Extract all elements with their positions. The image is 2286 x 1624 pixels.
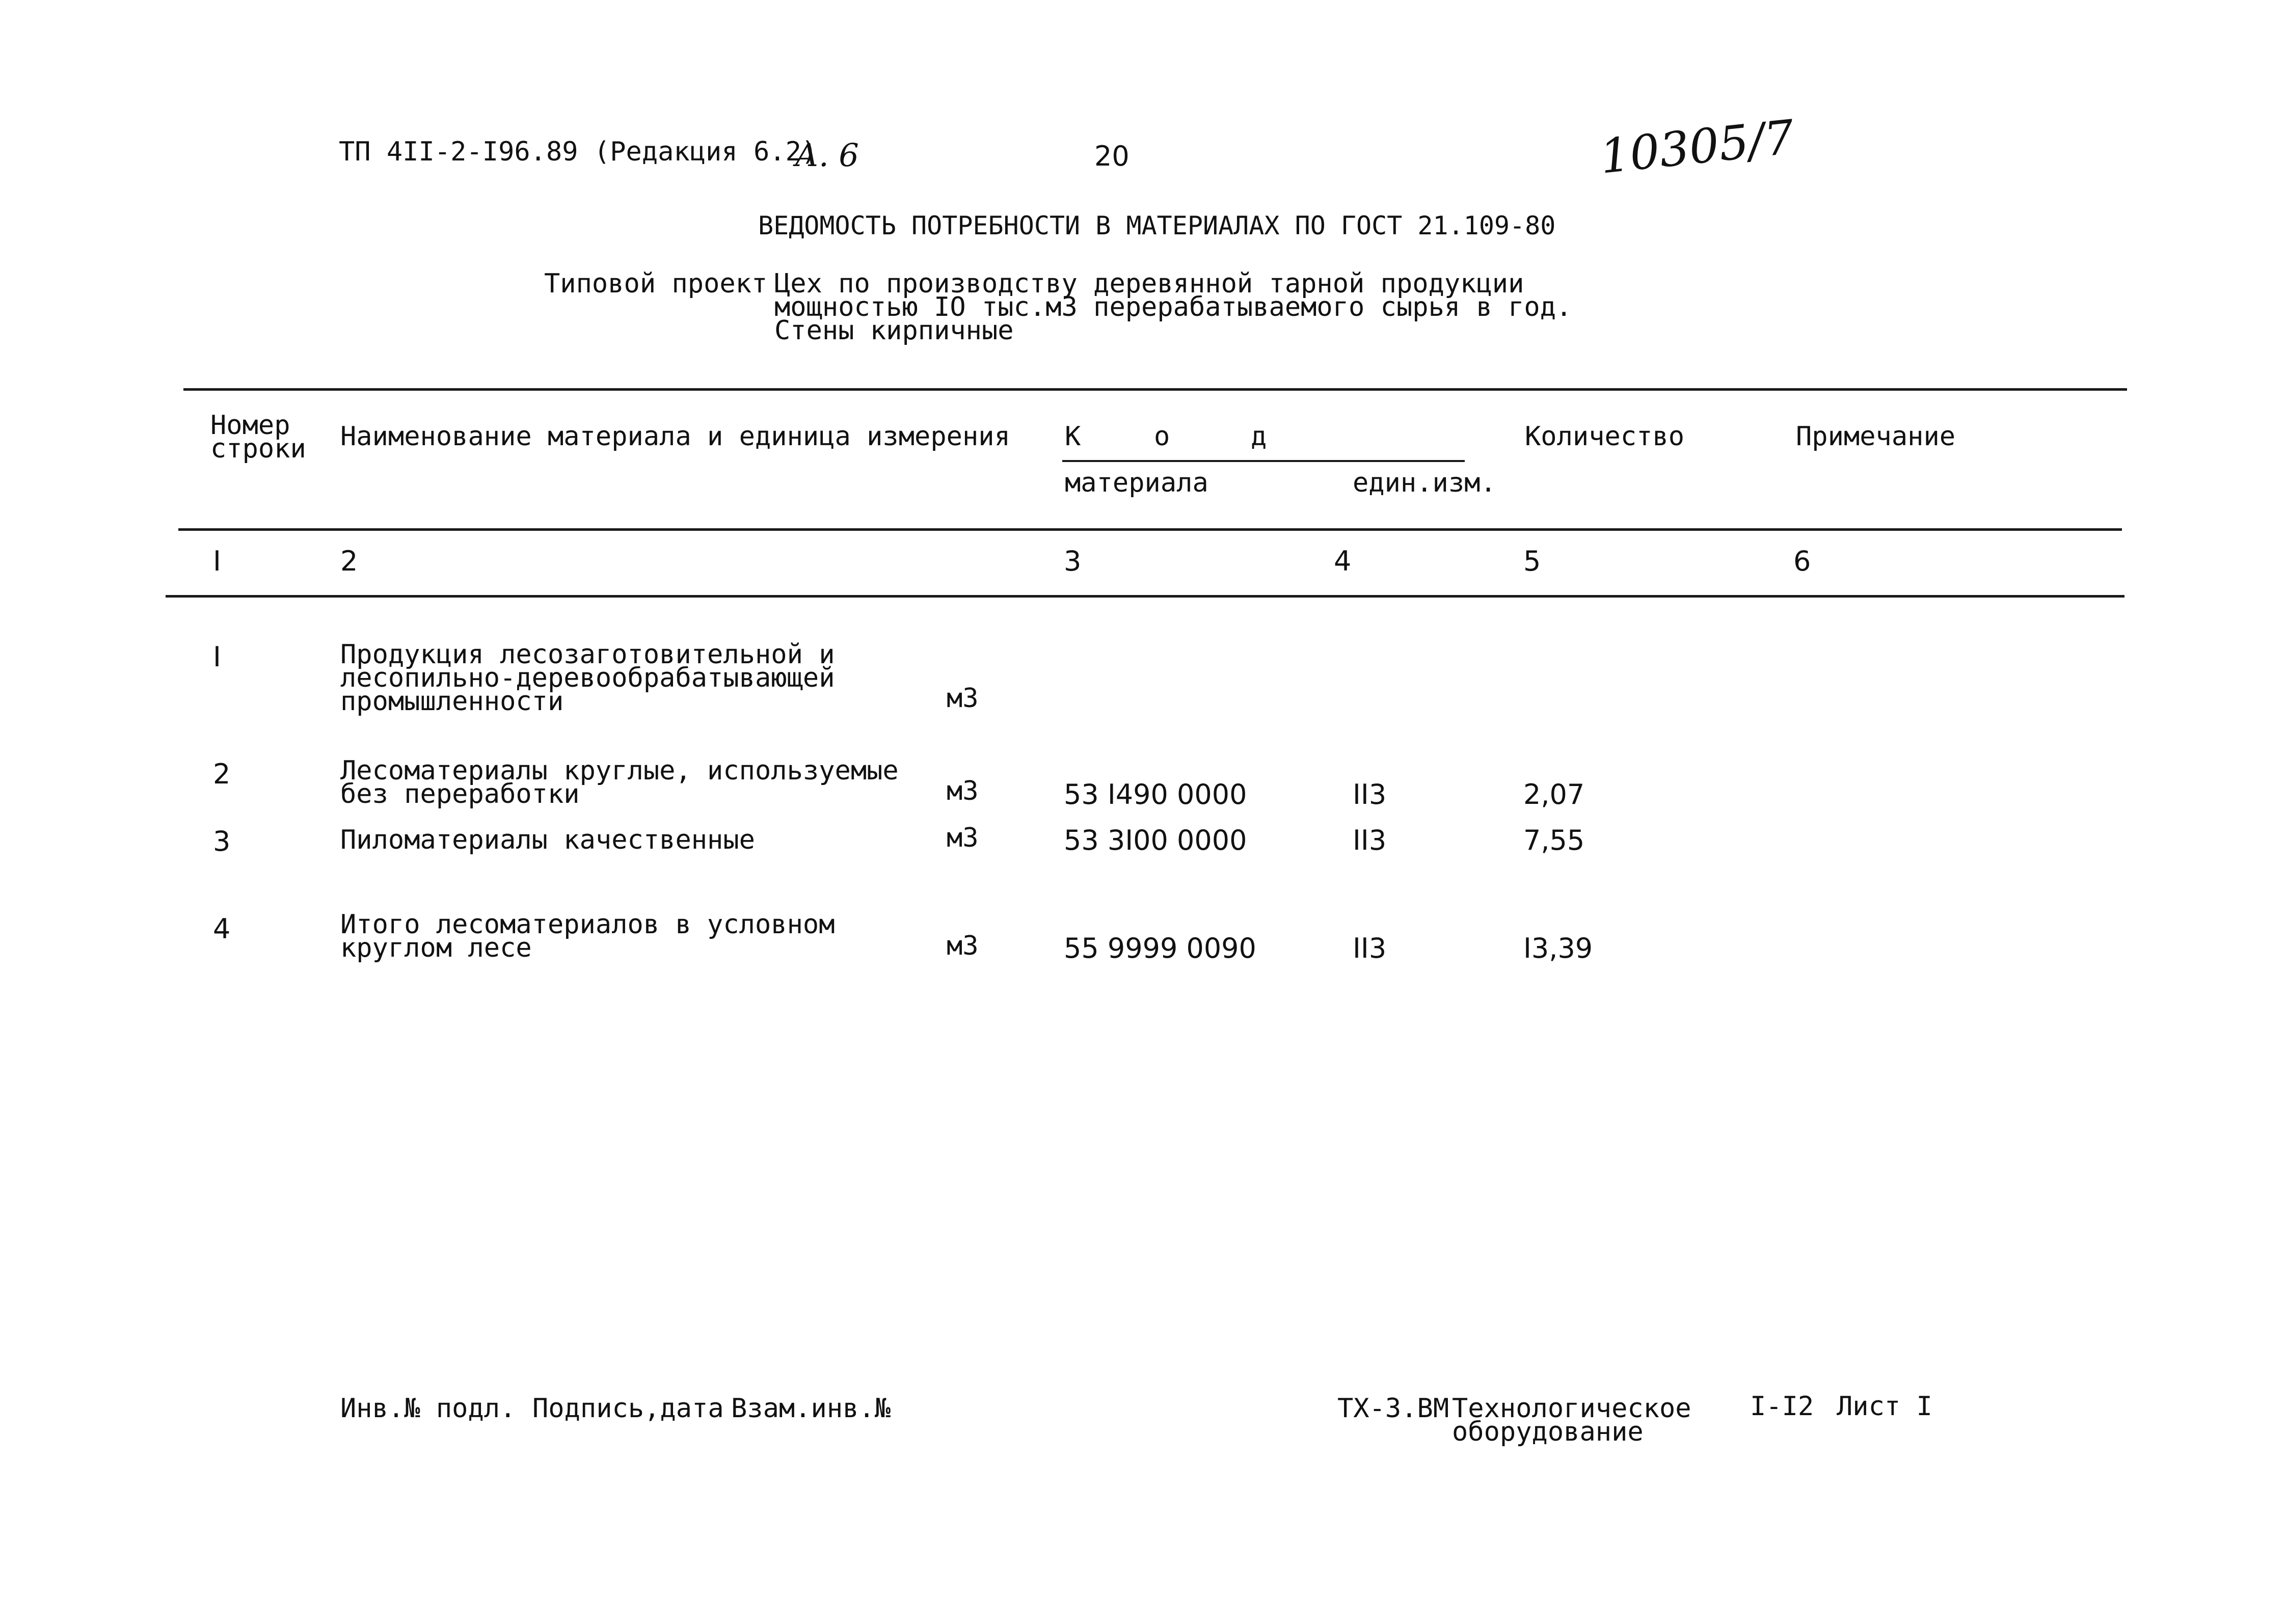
header-note: Примечание xyxy=(1796,421,1956,452)
document-code: ТП 4II-2-I96.89 (Редакция 6.2) xyxy=(339,137,818,167)
footer-sheet-range: I-I2 xyxy=(1750,1391,1814,1422)
row-name-line: промышленности xyxy=(340,686,564,717)
row-quantity: 7,55 xyxy=(1523,824,1585,856)
column-number-2: 2 xyxy=(340,545,358,577)
page-number: 20 xyxy=(1094,140,1129,172)
header-code-material: материала xyxy=(1065,468,1208,498)
row-material-code: 53 3I00 0000 xyxy=(1064,824,1247,856)
row-name-line: Пиломатериалы качественные xyxy=(340,825,755,855)
row-number: 2 xyxy=(213,758,231,790)
row-name-line: Итого лесоматериалов в условном xyxy=(340,909,835,940)
album-mark: А. 6 xyxy=(795,137,859,174)
row-quantity: 2,07 xyxy=(1523,778,1585,810)
footer-inv-no: Инв.№ подл. xyxy=(340,1393,516,1424)
footer-section-code: ТХ-3.ВМ xyxy=(1337,1393,1449,1424)
project-label: Типовой проект xyxy=(544,268,768,299)
column-numbers-rule xyxy=(166,595,2124,598)
row-unit: м3 xyxy=(947,776,979,806)
row-quantity: I3,39 xyxy=(1523,932,1593,964)
document-title: ВЕДОМОСТЬ ПОТРЕБНОСТИ В МАТЕРИАЛАХ ПО ГОСТ 21.109-80 xyxy=(758,211,1556,240)
footer-section-name-2: оборудование xyxy=(1452,1417,1644,1447)
row-name-line: Лесоматериалы круглые, используемые xyxy=(340,755,899,786)
row-number: I xyxy=(213,641,221,673)
header-quantity: Количество xyxy=(1525,421,1685,452)
header-code-k: К xyxy=(1065,421,1081,452)
handwritten-number: 10305/7 xyxy=(1597,110,1797,184)
footer-section-name-1: Технологическое xyxy=(1452,1393,1691,1424)
row-unit-code: II3 xyxy=(1353,778,1387,810)
row-unit: м3 xyxy=(947,683,979,714)
row-name-line: Продукция лесозаготовительной и xyxy=(340,639,835,670)
table-top-rule xyxy=(183,388,2127,391)
header-row-number-1: Номер xyxy=(210,410,290,441)
row-name-line: лесопильно-деревообрабатывающей xyxy=(340,663,835,693)
row-unit: м3 xyxy=(947,931,979,961)
row-number: 3 xyxy=(213,825,231,857)
project-line-1: Цех по производству деревянной тарной продукции xyxy=(774,268,1524,299)
header-row-number-2: строки xyxy=(210,434,306,464)
footer-signature-date: Подпись,дата xyxy=(532,1393,724,1424)
row-name-line: круглом лесе xyxy=(340,933,532,963)
row-name-line: без переработки xyxy=(340,779,580,809)
column-number-5: 5 xyxy=(1523,545,1541,577)
header-code-o: о xyxy=(1154,421,1170,452)
project-line-2: мощностью IO тыс.м3 перерабатываемого сырья в год. xyxy=(774,292,1572,322)
footer-sheet: Лист I xyxy=(1837,1391,1932,1422)
header-code-d: д xyxy=(1251,421,1267,452)
row-unit: м3 xyxy=(947,823,979,853)
row-unit-code: II3 xyxy=(1353,932,1387,964)
column-number-3: 3 xyxy=(1064,545,1082,577)
row-number: 4 xyxy=(213,913,231,945)
header-code-unit: един.изм. xyxy=(1353,468,1496,498)
code-group-rule xyxy=(1062,460,1465,462)
column-number-1: I xyxy=(213,545,221,577)
header-bottom-rule xyxy=(178,528,2122,531)
row-material-code: 53 I490 0000 xyxy=(1064,778,1247,810)
header-name: Наименование материала и единица измерения xyxy=(340,421,1010,452)
row-unit-code: II3 xyxy=(1353,824,1387,856)
column-number-6: 6 xyxy=(1793,545,1811,577)
row-material-code: 55 9999 0090 xyxy=(1064,932,1256,964)
footer-replace-inv: Взам.инв.№ xyxy=(731,1393,891,1424)
column-number-4: 4 xyxy=(1334,545,1352,577)
project-line-3: Стены кирпичные xyxy=(774,315,1014,346)
